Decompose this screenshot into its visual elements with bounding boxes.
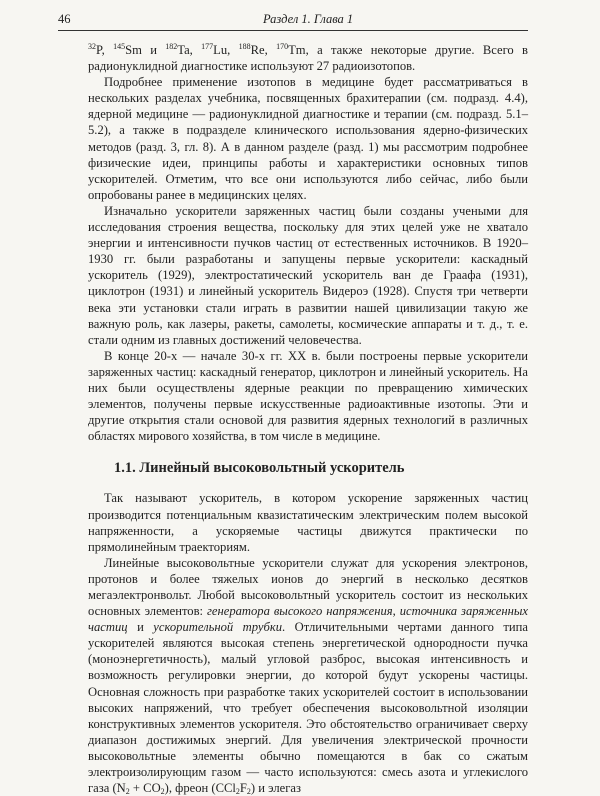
isotope-mass: 145: [113, 42, 126, 51]
emphasis-accelerating-tube: ускорительной трубки: [153, 620, 283, 635]
isotope-symbol: Sm и: [125, 43, 166, 57]
paragraph-history: Изначально ускорители заряженных частиц были созданы учеными для исследования строения вещества, поскольку для этих целей уже не хватало энергии и интенсивности пучков частиц от естественных источников. В 1920–1930 гг. были разработаны и запущены первые ускорители: каскадный ускоритель (1929), электростатический ускоритель ван де Граафа (1931), циклотрон (1931) и линейный ускоритель Видероэ (1928). Спустя три четверти века эти установки стали играть в развитии нашей цивилизации такую же важную роль, как лазеры, ракеты, самолеты, космические аппараты и т. д., т. е. стали одним из главных достижений человечества.: [88, 203, 528, 347]
emphasis-hv-generator: генератора высокого напряжения: [206, 604, 393, 619]
body-text: [88, 42, 528, 796]
text-run: Линейные высоковольтные ускорители служат для ускорения электронов, протонов и более тяжелых ионов до энергий в несколько десятков мегаэлектронвольт. Любой высоковольтный ускоритель состоит из нескольких основных элементов:: [88, 555, 528, 619]
text-run: ,: [392, 604, 400, 619]
paragraph-first-accelerators: В конце 20-х — начале 30-х гг. XX в. были построены первые ускорители заряженных частиц: каскадный генератор, циклотрон и линейный ускоритель. На них были осуществлены ядерные реакции по превращению химических элементов, получены первые искусственные радиоактивные изотопы. Эти и другие открытия стали основой для развития ядерных технологий в различных областях мирового хозяйства, в том числе в медицине.: [88, 348, 528, 444]
page-header: [58, 10, 528, 30]
text-run: ), фреон (CCl: [164, 781, 236, 796]
page-number: 46: [58, 12, 71, 26]
isotope-mass: 182: [165, 42, 178, 51]
text-run: и: [127, 620, 154, 635]
isotope-symbol: Lu,: [213, 43, 239, 57]
isotope-symbol: Re,: [250, 43, 277, 57]
paragraph-hv-accelerators: [88, 555, 528, 796]
subscript: 2: [125, 787, 130, 796]
isotope-symbol: Ta,: [177, 43, 202, 57]
isotope-mass: 32: [88, 42, 96, 51]
text-run: + CO: [129, 781, 161, 796]
isotope-mass: 170: [276, 42, 289, 51]
paragraph-applications: Подробнее применение изотопов в медицине будет рассматриваться в нескольких разделах учебника, посвященных брахитерапии (см. подразд. 4.4), ядерной медицине — радионуклидной диагностике и терапии (см. подразд. 5.1–5.2), а также в подразделе клинического использования ядерно-физических методов (разд. 3, гл. 8). А в данном разделе (разд. 1) мы рассмотрим подробнее физические идеи, принципы работы и характеристики основных типов ускорителей. Отметим, что все они используются либо сейчас, либо были опробованы ранее в медицинских целях.: [88, 75, 528, 202]
paragraph-text: , а также некоторые другие. Всего в радионуклидной диагностике используют 27 радиоизотопов.: [88, 43, 528, 74]
paragraph-isotopes: [88, 42, 528, 74]
text-run: F: [239, 781, 247, 796]
subscript: 2: [160, 787, 165, 796]
isotope-symbol: P,: [96, 43, 114, 57]
emphasis-particle-source: источника заряженных частиц: [88, 604, 528, 635]
subscript: 2: [235, 787, 240, 796]
section-heading: 1.1. Линейный высоковольтный ускоритель: [114, 460, 405, 477]
header-rule: [58, 30, 528, 31]
running-title: Раздел 1. Глава 1: [263, 12, 354, 26]
isotope-mass: 188: [238, 42, 251, 51]
text-run: ) и элегаз: [250, 781, 301, 796]
subscript: 2: [246, 787, 251, 796]
isotope-symbol: Tm: [288, 43, 306, 57]
text-run: . Отличительными чертами данного типа ускорителей являются высокая степень энергетической однородности пучка (моноэнергетичность), малый угловой разброс, высокая интенсивность и возможность регулировки энергии, до которой будут ускорены частицы. Основная сложность при разработке таких ускорителей состоит в использовании высоких напряжений, что требует обеспечения высоковольтной изоляции конструктивных элементов ускорителя. Это обстоятельство ограничивает сверху диапазон достижимых энергий. Для увеличения электрической прочности высоковольтные элементы обычно помещаются в бак со сжатым электроизолирующим газом — часто используются: смесь азота и углекислого газа (N: [88, 620, 528, 796]
isotope-mass: 177: [201, 42, 214, 51]
paragraph-definition: Так называют ускоритель, в котором ускорение заряженных частиц производится потенциальным квазистатическим электрическим полем высокой напряженности, а ускоряемые частицы движутся практически по прямолинейным траекториям.: [88, 491, 528, 554]
